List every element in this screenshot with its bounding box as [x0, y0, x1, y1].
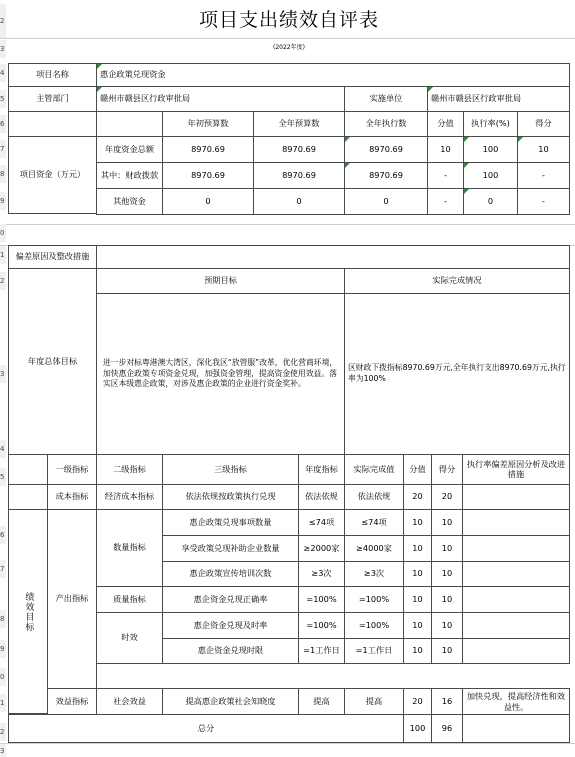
indicator-reason[interactable] [462, 586, 570, 613]
department-label: 主管部门 [8, 86, 97, 112]
indicator-actual[interactable]: =100% [344, 612, 404, 639]
row-number[interactable]: 2 [0, 272, 6, 290]
funds-cell[interactable]: 10 [517, 136, 570, 163]
header-level3: 三级指标 [162, 454, 299, 485]
row-number[interactable]: 1 [0, 246, 6, 264]
funds-cell[interactable]: - [517, 162, 570, 189]
funds-cell[interactable]: 8970.69 [253, 162, 345, 189]
deviation-value[interactable] [96, 245, 570, 269]
funds-cell[interactable]: 0 [162, 188, 254, 215]
funds-cell[interactable]: 0 [463, 188, 518, 215]
deviation-label: 偏差原因及整改措施 [8, 245, 97, 269]
indicator-target[interactable]: 提高 [298, 688, 345, 715]
indicator-reason[interactable]: 加快兑现，提高经济性和效益性。 [462, 688, 570, 715]
indicator-score[interactable]: 20 [431, 484, 463, 510]
indicator-score[interactable]: 10 [431, 535, 463, 562]
indicator-score[interactable]: 10 [431, 561, 463, 587]
indicator-actual[interactable]: ≤74项 [344, 509, 404, 536]
row-number[interactable]: 2 [0, 723, 6, 741]
department-value[interactable]: 赣州市赣县区行政审批局 [96, 86, 345, 112]
row-number[interactable]: 1 [0, 694, 6, 712]
indicator-score-value[interactable]: 10 [403, 638, 432, 664]
funds-cell[interactable]: 8970.69 [344, 136, 428, 163]
quantity-level2: 数量指标 [96, 509, 163, 587]
indicator-actual[interactable]: ≥3次 [344, 561, 404, 587]
header-score: 得分 [431, 454, 463, 485]
benefit-level3: 提高惠企政策社会知晓度 [162, 688, 299, 715]
project-name-label: 项目名称 [8, 63, 97, 87]
indicator-score-value[interactable]: 10 [403, 509, 432, 536]
indicator-actual[interactable]: =100% [344, 586, 404, 613]
funds-header-execution-rate: 执行率(%) [463, 111, 518, 137]
funds-header-executed: 全年执行数 [344, 111, 428, 137]
funds-cell[interactable]: 8970.69 [162, 136, 254, 163]
row-number[interactable]: 7 [0, 140, 6, 158]
funds-cell[interactable]: 8970.69 [344, 162, 428, 189]
funds-header-annual-budget: 全年预算数 [253, 111, 345, 137]
timeliness-level3: 惠企资金兑现时限 [162, 638, 299, 664]
funds-cell[interactable]: - [427, 162, 464, 189]
funds-cell[interactable]: 0 [253, 188, 345, 215]
indicator-score[interactable]: 10 [431, 638, 463, 664]
indicator-target[interactable]: 依法依规 [298, 484, 345, 510]
row-number[interactable]: 6 [0, 115, 6, 133]
indicator-header-blank [8, 454, 48, 485]
cost-level1: 成本指标 [47, 484, 97, 510]
header-level1: 一级指标 [47, 454, 97, 485]
funds-section-label: 项目资金（万元） [8, 136, 97, 214]
funds-row-label: 年度资金总额 [96, 136, 163, 163]
indicator-target[interactable]: =100% [298, 612, 345, 639]
row-number[interactable]: 5 [0, 468, 6, 486]
annual-goal-label: 年度总体目标 [8, 268, 97, 455]
indicator-score[interactable]: 10 [431, 612, 463, 639]
timeliness-level3: 惠企资金兑现及时率 [162, 612, 299, 639]
implementing-unit-value[interactable]: 赣州市赣县区行政审批局 [427, 86, 570, 112]
cost-level2: 经济成本指标 [96, 484, 163, 510]
quantity-level3: 惠企政策宣传培训次数 [162, 561, 299, 587]
indicator-score-value[interactable]: 10 [403, 612, 432, 639]
indicator-reason[interactable] [462, 561, 570, 587]
expected-goal-text[interactable]: 进一步对标粤港澳大湾区，深化我区“放管服”改革，优化营商环境，加快惠企政策专项资金兑现，加强资金管理，提高资金使用效益。落实区本级惠企政策，对涉及惠企政策的企业进行资金奖补。 [96, 293, 345, 455]
funds-header-score: 得分 [517, 111, 570, 137]
benefit-level1: 效益指标 [47, 688, 97, 715]
funds-cell[interactable]: - [427, 188, 464, 215]
row-number[interactable]: 3 [0, 744, 6, 757]
header-actual: 实际完成值 [344, 454, 404, 485]
funds-header-score-value: 分值 [427, 111, 464, 137]
indicator-reason[interactable] [462, 509, 570, 536]
gridline [0, 743, 575, 744]
indicator-reason[interactable] [462, 638, 570, 664]
row-number[interactable]: 9 [0, 192, 6, 210]
funds-header-blank [8, 111, 97, 137]
actual-completion-header: 实际完成情况 [344, 268, 570, 294]
row-number[interactable]: 8 [0, 610, 6, 628]
funds-cell[interactable]: 100 [463, 162, 518, 189]
funds-row-label: 其中：财政拨款 [96, 162, 163, 189]
year-label: (2022年度) [8, 40, 570, 56]
row-number[interactable]: 3 [0, 40, 6, 58]
cost-level3: 依法依规按政策执行兑现 [162, 484, 299, 510]
gridline [0, 224, 575, 225]
row-number[interactable]: 5 [0, 90, 6, 108]
quality-level3: 惠企资金兑现正确率 [162, 586, 299, 613]
timeliness-level2: 时效 [96, 612, 163, 664]
indicator-score[interactable]: 10 [431, 586, 463, 613]
row-number[interactable]: 4 [0, 440, 6, 458]
funds-row-label: 其他资金 [96, 188, 163, 215]
gridline [0, 38, 575, 39]
quantity-level3: 享受政策兑现补助企业数量 [162, 535, 299, 562]
funds-header-initial-budget: 年初预算数 [162, 111, 254, 137]
total-score[interactable]: 96 [431, 714, 463, 743]
indicator-reason[interactable] [462, 484, 570, 510]
total-score-value[interactable]: 100 [403, 714, 432, 743]
quantity-level3: 惠企政策兑现事项数量 [162, 509, 299, 536]
indicator-score-value[interactable]: 10 [403, 561, 432, 587]
funds-cell[interactable]: 0 [344, 188, 428, 215]
row-number[interactable]: 2 [0, 4, 6, 38]
indicator-side-blank [8, 484, 48, 510]
indicator-score-value[interactable]: 10 [403, 586, 432, 613]
row-number[interactable]: 3 [0, 365, 6, 383]
funds-header-blank [96, 111, 163, 137]
indicator-target[interactable]: ≥3次 [298, 561, 345, 587]
funds-cell[interactable]: 8970.69 [162, 162, 254, 189]
project-name-value[interactable]: 惠企政策兑现资金 [96, 63, 570, 87]
indicator-score-value[interactable]: 10 [403, 535, 432, 562]
indicator-actual[interactable]: =1工作日 [344, 638, 404, 664]
funds-cell[interactable]: 10 [427, 136, 464, 163]
page-title: 项目支出绩效自评表 [8, 2, 570, 38]
header-level2: 二级指标 [96, 454, 163, 485]
row-number[interactable]: 0 [0, 668, 6, 686]
indicator-score-value[interactable]: 20 [403, 484, 432, 510]
indicator-actual[interactable]: 提高 [344, 688, 404, 715]
row-number[interactable]: 7 [0, 560, 6, 578]
benefit-level2: 社会效益 [96, 688, 163, 715]
indicator-reason[interactable] [462, 612, 570, 639]
indicator-target[interactable]: =100% [298, 586, 345, 613]
indicator-target[interactable]: =1工作日 [298, 638, 345, 664]
total-reason[interactable] [462, 714, 570, 743]
output-level1: 产出指标 [47, 509, 97, 689]
indicator-score[interactable]: 16 [431, 688, 463, 715]
header-reason: 执行率偏差原因分析及改进措施 [462, 454, 570, 485]
indicator-target[interactable]: ≥2000家 [298, 535, 345, 562]
row-number[interactable]: 9 [0, 640, 6, 658]
header-target: 年度指标 [298, 454, 345, 485]
row-number[interactable]: 4 [0, 64, 6, 82]
indicator-score-value[interactable]: 20 [403, 688, 432, 715]
indicator-reason[interactable] [462, 535, 570, 562]
row-number[interactable]: 6 [0, 526, 6, 544]
indicator-actual[interactable]: ≥4000家 [344, 535, 404, 562]
quality-level2: 质量指标 [96, 586, 163, 613]
implementing-unit-label: 实施单位 [344, 86, 428, 112]
indicator-target[interactable]: ≤74项 [298, 509, 345, 536]
expected-goal-header: 预期目标 [96, 268, 345, 294]
funds-cell[interactable]: 8970.69 [253, 136, 345, 163]
header-score-value: 分值 [403, 454, 432, 485]
row-number[interactable]: 0 [0, 224, 6, 242]
performance-goal-label: 绩效目标 [8, 509, 48, 714]
row-number[interactable]: 8 [0, 165, 6, 183]
funds-cell[interactable]: 100 [463, 136, 518, 163]
funds-cell[interactable]: - [517, 188, 570, 215]
actual-completion-text[interactable]: 区财政下拨指标8970.69万元,全年执行支出8970.69万元,执行率为100% [344, 293, 570, 455]
total-label: 总分 [8, 714, 404, 743]
indicator-score[interactable]: 10 [431, 509, 463, 536]
indicator-actual[interactable]: 依法依规 [344, 484, 404, 510]
